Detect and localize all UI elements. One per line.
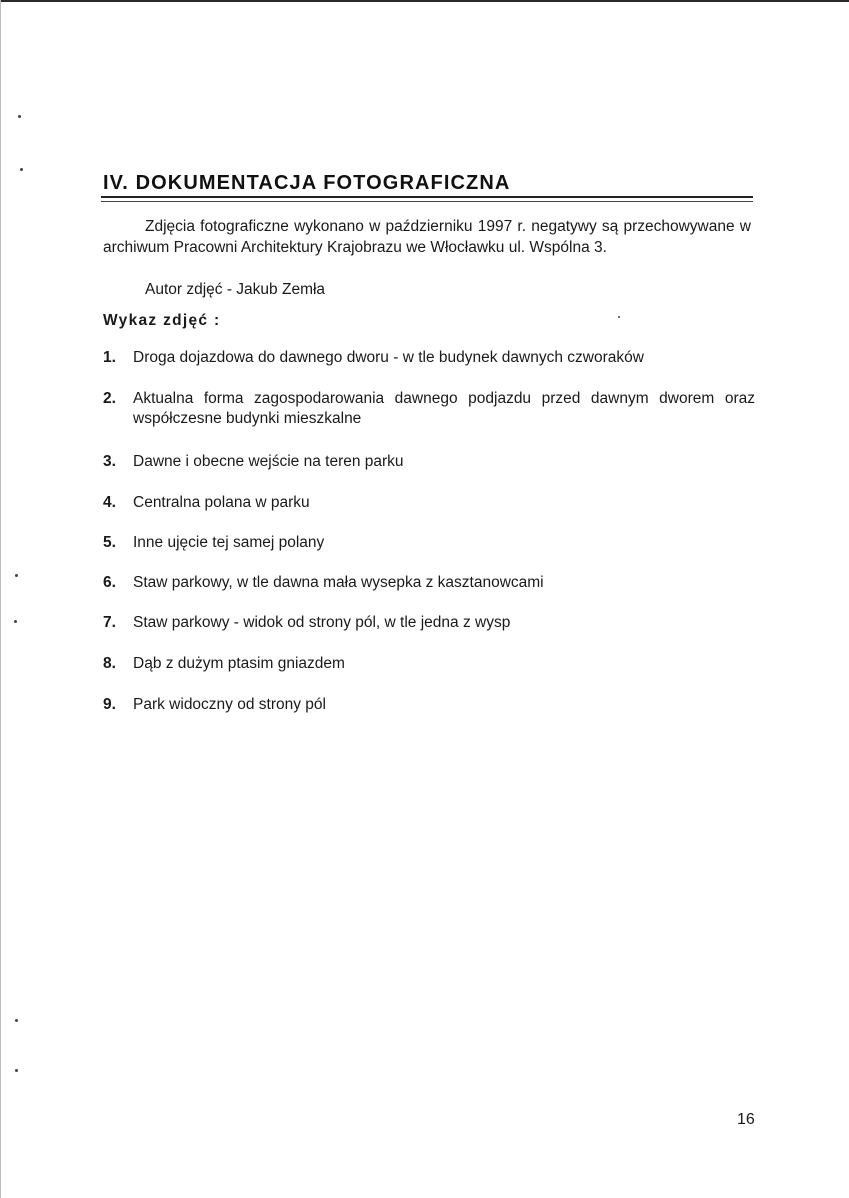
- scan-edge-left: [0, 0, 1, 1198]
- list-item-text: Inne ujęcie tej samej polany: [133, 534, 325, 551]
- list-item: [103, 654, 755, 674]
- list-item-text: Centralna polana w parku: [133, 494, 310, 511]
- list-item: [103, 695, 755, 715]
- heading-rule: [101, 196, 753, 198]
- list-item-number: 9.: [103, 696, 116, 713]
- list-item-text: Staw parkowy, w tle dawna mała wysepka z kasztanowcami: [133, 574, 544, 591]
- scan-edge-top: [0, 0, 849, 2]
- scan-speck: [15, 574, 18, 577]
- page-number: 16: [737, 1111, 755, 1128]
- list-item-number: 3.: [103, 453, 116, 470]
- scan-speck: [15, 1019, 18, 1022]
- scan-speck: [14, 620, 17, 623]
- list-item-text: Droga dojazdowa do dawnego dworu - w tle budynek dawnych czworaków: [133, 349, 644, 366]
- heading-rule-thin: [101, 201, 753, 202]
- list-item: [103, 613, 755, 633]
- list-item: [103, 348, 755, 368]
- author-line: Autor zdjęć - Jakub Zemła: [145, 281, 326, 298]
- list-item-text: Aktualna forma zagospodarowania dawnego podjazdu przed dawnym dworem oraz współczesne budynki mieszkalne: [133, 390, 755, 427]
- list-item-number: 6.: [103, 574, 116, 591]
- list-item-number: 4.: [103, 494, 116, 511]
- list-item-text: Staw parkowy - widok od strony pól, w tle jedna z wysp: [133, 614, 511, 631]
- list-item: [103, 493, 755, 513]
- scan-speck: [18, 115, 21, 118]
- scan-speck: [15, 1069, 18, 1072]
- intro-paragraph: Zdjęcia fotograficzne wykonano w październiku 1997 r. negatywy są przechowywane w archiwum Pracowni Architektury Krajobrazu we Włocławku ul. Wspólna 3.: [103, 218, 751, 256]
- list-item-text: Park widoczny od strony pól: [133, 696, 326, 713]
- list-item: [103, 573, 755, 593]
- list-item-number: 2.: [103, 390, 116, 407]
- list-item-text: Dąb z dużym ptasim gniazdem: [133, 655, 345, 672]
- section-heading: IV. DOKUMENTACJA FOTOGRAFICZNA: [103, 172, 511, 194]
- list-item-number: 8.: [103, 655, 116, 672]
- list-item-text: Dawne i obecne wejście na teren parku: [133, 453, 404, 470]
- list-item: [103, 389, 755, 429]
- list-item: [103, 533, 755, 553]
- list-item-number: 7.: [103, 614, 116, 631]
- list-item: [103, 452, 755, 472]
- scan-speck: [618, 316, 620, 318]
- scan-speck: [20, 168, 23, 171]
- list-heading: Wykaz zdjęć :: [103, 312, 221, 329]
- list-item-number: 5.: [103, 534, 116, 551]
- list-item-number: 1.: [103, 349, 116, 366]
